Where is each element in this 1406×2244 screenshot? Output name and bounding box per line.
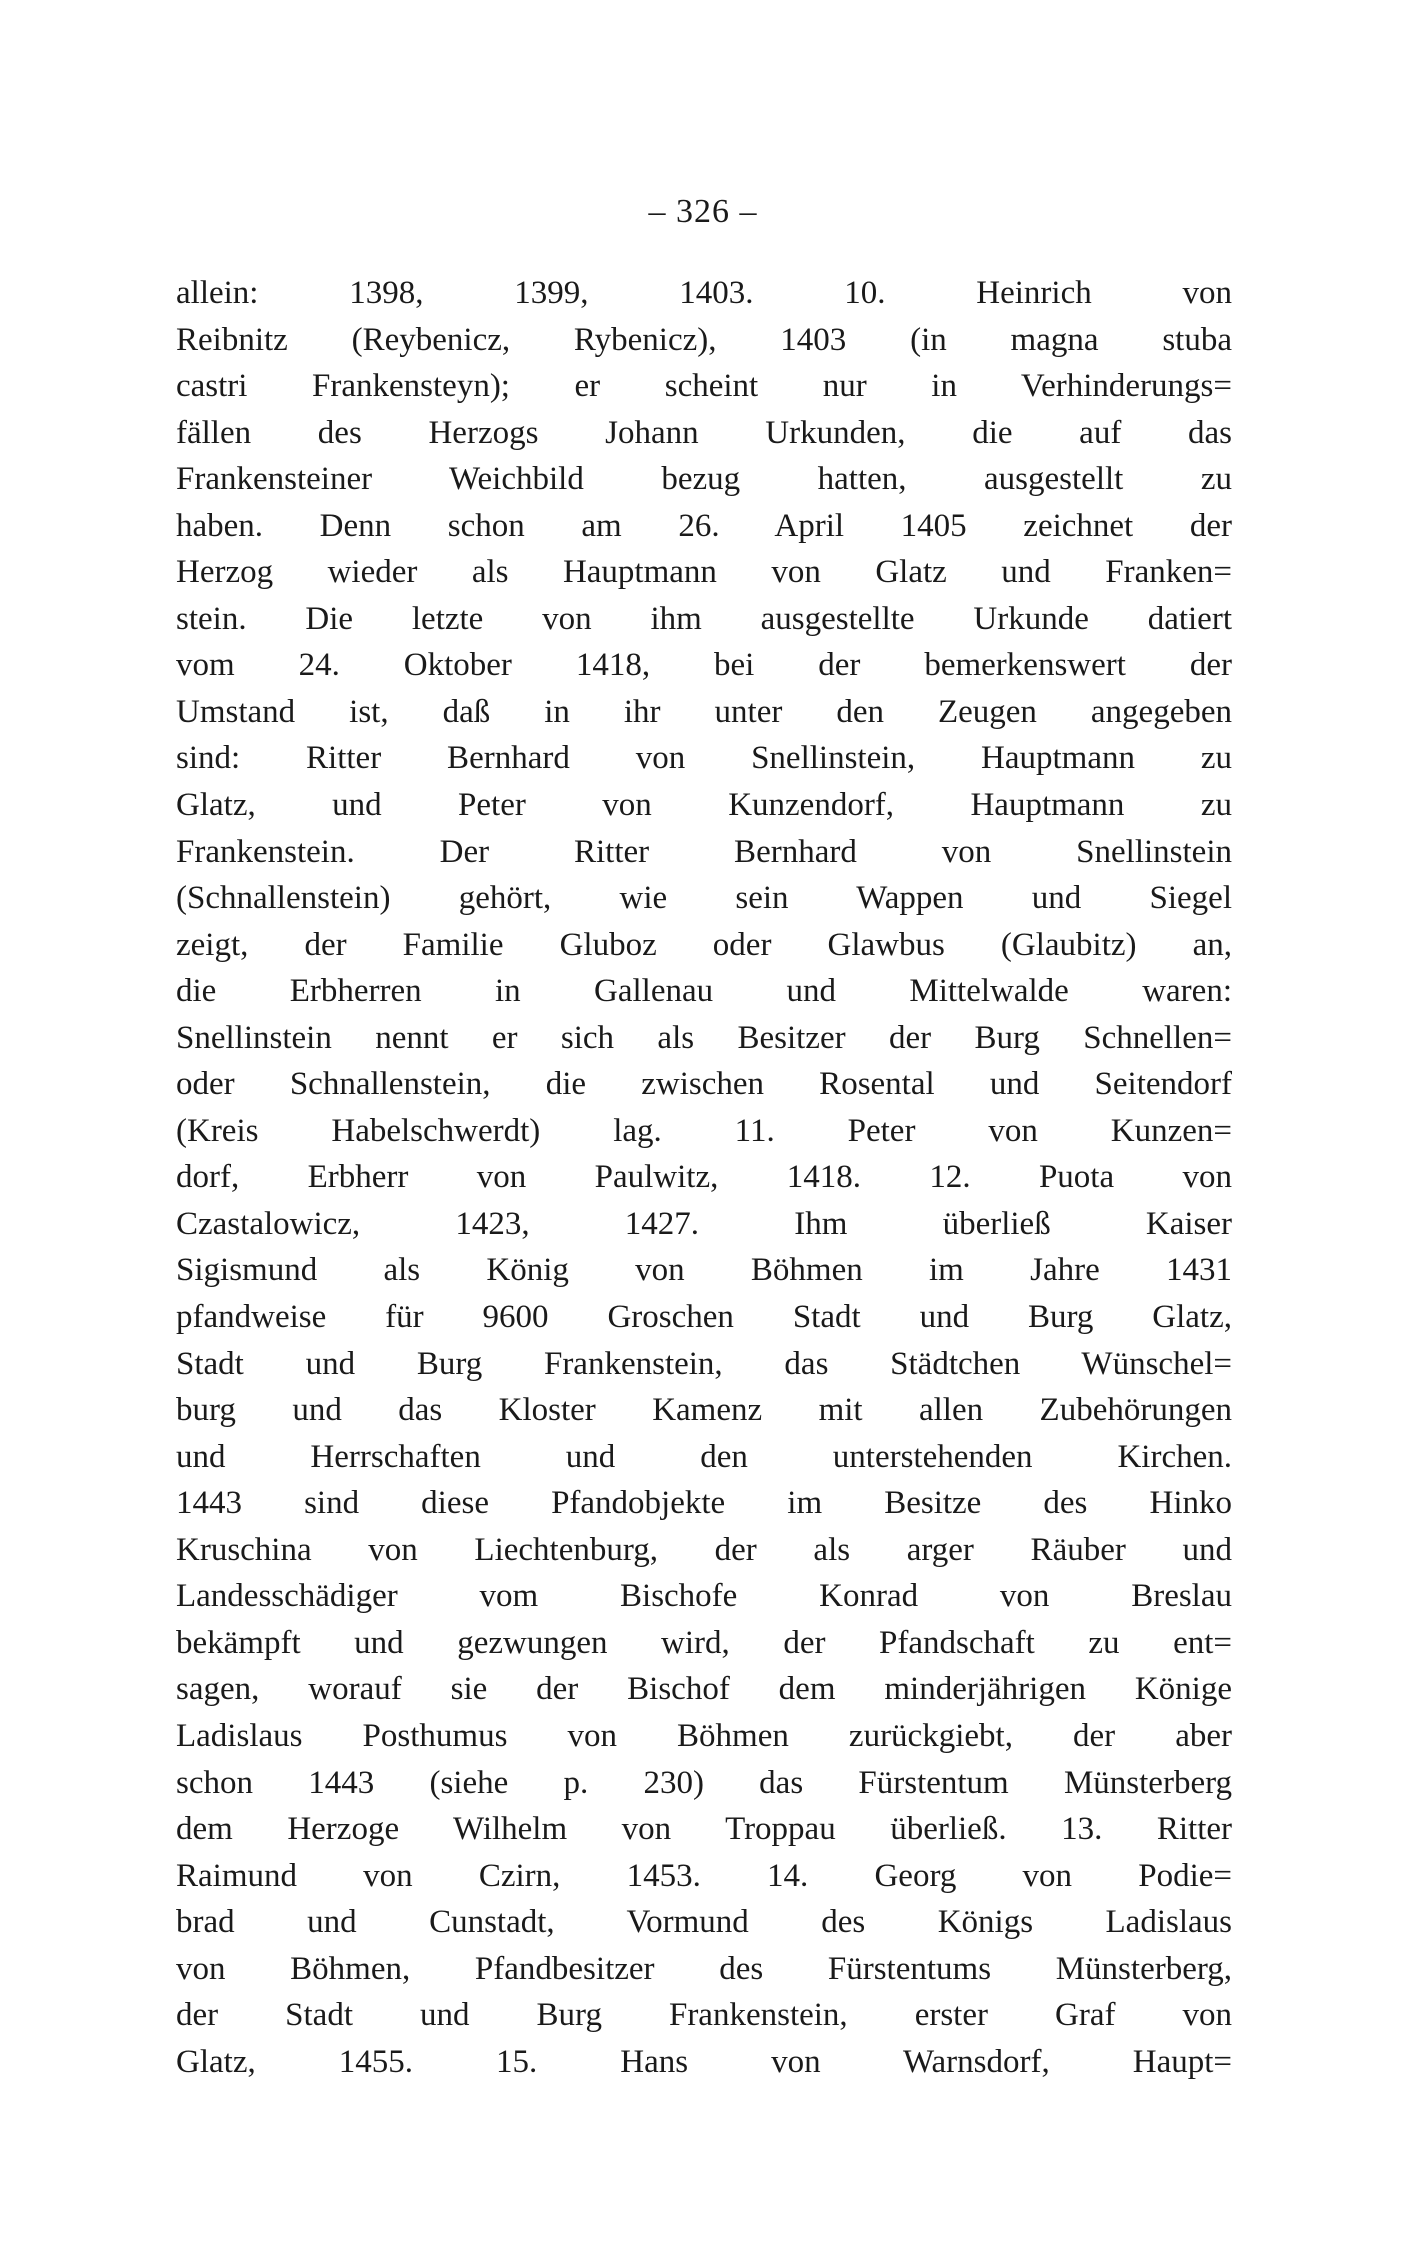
text-line: Frankenstein. Der Ritter Bernhard von Snellinstein (176, 833, 1232, 870)
text-line: Glatz, und Peter von Kunzendorf, Hauptmann zu (176, 787, 1232, 824)
text-line: Ladislaus Posthumus von Böhmen zurückgiebt, der aber (176, 1717, 1232, 1754)
text-line: pfandweise für 9600 Groschen Stadt und Burg Glatz, (176, 1299, 1232, 1336)
text-line: Kruschina von Liechtenburg, der als arger Räuber und (176, 1531, 1232, 1568)
page-number: – 326 – (648, 193, 758, 230)
text-line: dem Herzoge Wilhelm von Troppau überließ. 13. Ritter (176, 1811, 1232, 1848)
text-line: und Herrschaften und den unterstehenden Kirchen. (176, 1438, 1232, 1475)
text-line: Snellinstein nennt er sich als Besitzer der Burg Schnellen= (176, 1019, 1232, 1056)
text-line: zeigt, der Familie Gluboz oder Glawbus (Glaubitz) an, (176, 926, 1232, 963)
text-line: oder Schnallenstein, die zwischen Rosental und Seitendorf (176, 1066, 1232, 1103)
text-line: 1443 sind diese Pfandobjekte im Besitze des Hinko (176, 1485, 1232, 1522)
text-line: schon 1443 (siehe p. 230) das Fürstentum Münsterberg (176, 1764, 1232, 1801)
text-line: fällen des Herzogs Johann Urkunden, die auf das (176, 414, 1232, 451)
text-line: von Böhmen, Pfandbesitzer des Fürstentums Münsterberg, (176, 1950, 1232, 1987)
text-line: der Stadt und Burg Frankenstein, erster Graf von (176, 1997, 1232, 2034)
text-line: Czastalowicz, 1423, 1427. Ihm überließ Kaiser (176, 1205, 1232, 1242)
text-line: sind: Ritter Bernhard von Snellinstein, Hauptmann zu (176, 740, 1232, 777)
text-line: vom 24. Oktober 1418, bei der bemerkenswert der (176, 647, 1232, 684)
text-line: stein. Die letzte von ihm ausgestellte Urkunde datiert (176, 600, 1232, 637)
text-line: die Erbherren in Gallenau und Mittelwalde waren: (176, 973, 1232, 1010)
text-line: Umstand ist, daß in ihr unter den Zeugen angegeben (176, 693, 1232, 730)
body-text (176, 270, 1232, 2085)
text-line: Glatz, 1455. 15. Hans von Warnsdorf, Haupt= (176, 2043, 1232, 2080)
text-line: castri Frankensteyn); er scheint nur in Verhinderungs= (176, 368, 1232, 405)
text-line: Reibnitz (Reybenicz, Rybenicz), 1403 (in magna stuba (176, 321, 1232, 358)
text-line: (Kreis Habelschwerdt) lag. 11. Peter von Kunzen= (176, 1112, 1232, 1149)
text-line: Herzog wieder als Hauptmann von Glatz und Franken= (176, 554, 1232, 591)
text-line: Sigismund als König von Böhmen im Jahre 1431 (176, 1252, 1232, 1289)
text-line: Raimund von Czirn, 1453. 14. Georg von Podie= (176, 1857, 1232, 1894)
text-line: burg und das Kloster Kamenz mit allen Zubehörungen (176, 1392, 1232, 1429)
text-line: sagen, worauf sie der Bischof dem minderjährigen Könige (176, 1671, 1232, 1708)
text-line: brad und Cunstadt, Vormund des Königs Ladislaus (176, 1904, 1232, 1941)
text-line: Landesschädiger vom Bischofe Konrad von Breslau (176, 1578, 1232, 1615)
text-line: allein: 1398, 1399, 1403. 10. Heinrich von (176, 275, 1232, 311)
text-line: haben. Denn schon am 26. April 1405 zeichnet der (176, 507, 1232, 544)
text-line: dorf, Erbherr von Paulwitz, 1418. 12. Puota von (176, 1159, 1232, 1196)
text-line: Frankensteiner Weichbild bezug hatten, ausgestellt zu (176, 461, 1232, 498)
text-line: bekämpft und gezwungen wird, der Pfandschaft zu ent= (176, 1624, 1232, 1661)
text-line: Stadt und Burg Frankenstein, das Städtchen Wünschel= (176, 1345, 1232, 1382)
text-line: (Schnallenstein) gehört, wie sein Wappen und Siegel (176, 880, 1232, 917)
